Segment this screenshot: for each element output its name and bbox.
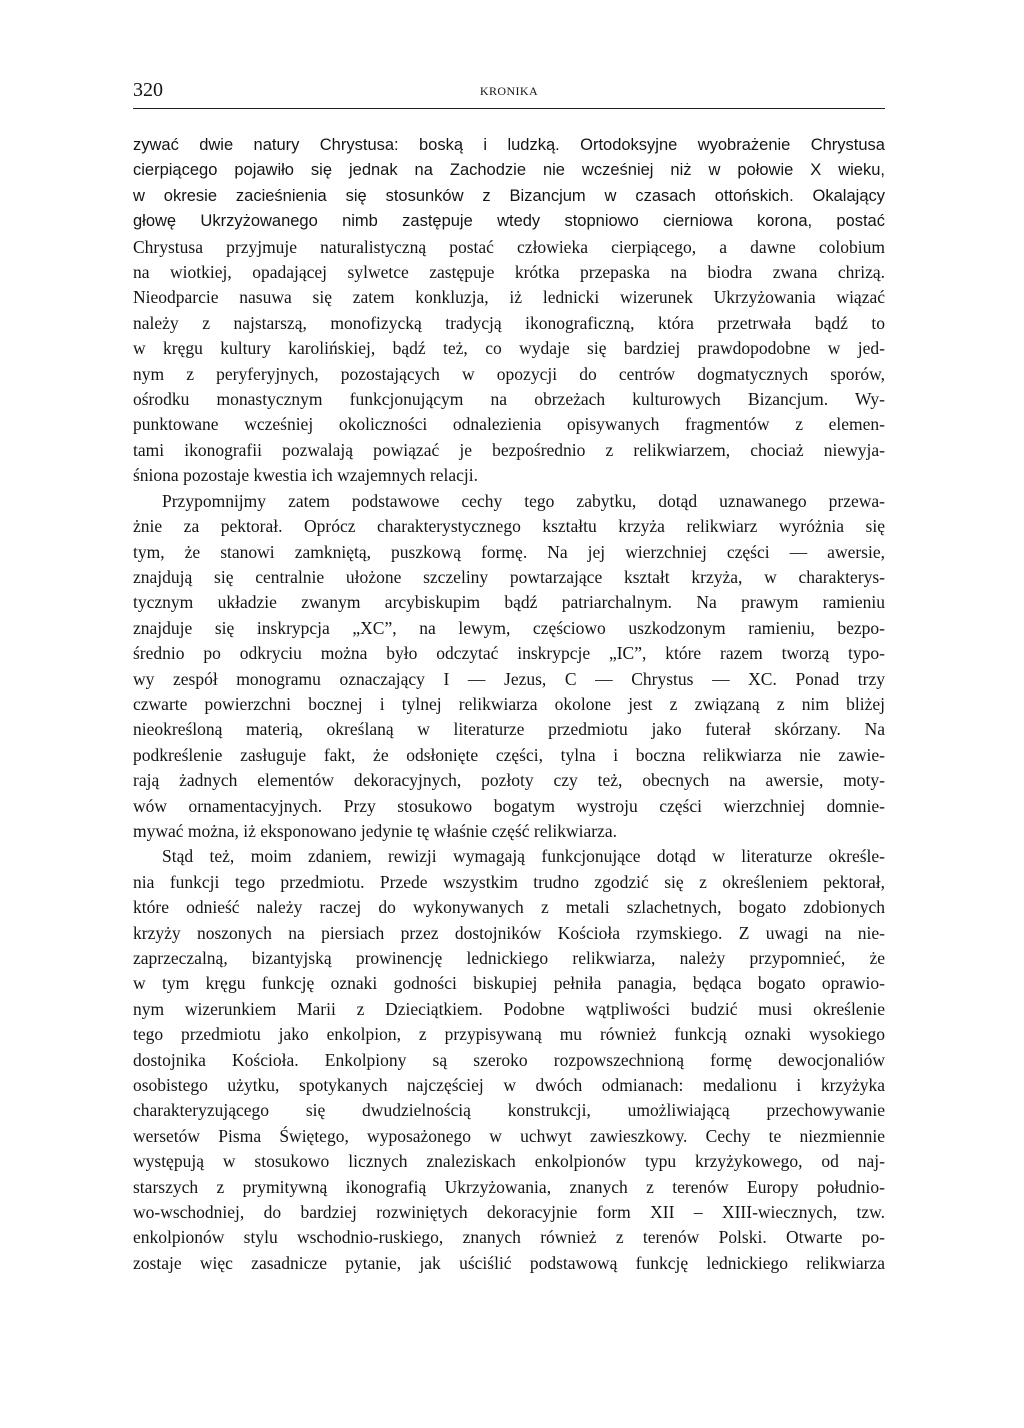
text-line: na wiotkiej, opadającej sylwetce zastępuje krótka przepaska na biodra zwana chrizą. — [133, 262, 885, 283]
text-line: Chrystusa przyjmuje naturalistyczną postać człowieka cierpiącego, a dawne colobium — [133, 236, 885, 257]
text-line: rają żadnych elementów dekoracyjnych, pozłoty czy też, obecnych na awersie, moty- — [133, 770, 885, 791]
text-line: znajduje się inskrypcja „XC”, na lewym, częściowo uszkodzonym ramieniu, bezpo- — [133, 617, 885, 638]
text-line: żnie za pektorał. Oprócz charakterystycznego kształtu krzyża relikwiarz wyróżnia się — [133, 516, 885, 537]
text-line: nieokreśloną materią, określaną w literaturze przedmiotu jako futerał skórzany. Na — [133, 719, 885, 740]
page-number: 320 — [133, 79, 163, 101]
text-line: czwarte powierzchni bocznej i tylnej relikwiarza okolone jest z związaną z nim bliżej — [133, 693, 885, 714]
text-line: w okresie zacieśnienia się stosunków z Bizancjum w czasach ottońskich. Okalający — [133, 186, 885, 205]
text-line: wów ornamentacyjnych. Przy stosukowo bogatym wystroju części wierzchniej domnie- — [133, 795, 885, 816]
text-line: charakteryzującego się dwudzielnością konstrukcji, umożliwiającą przechowywanie — [133, 1100, 885, 1121]
text-line: mywać można, iż eksponowano jedynie tę właśnie część relikwiarza. — [133, 820, 617, 841]
text-line: Nieodparcie nasuwa się zatem konkluzja, iż lednicki wizerunek Ukrzyżowania wiązać — [133, 287, 885, 308]
text-line: nia funkcji tego przedmiotu. Przede wszystkim trudno zgodzić się z określeniem pektorał, — [133, 871, 885, 892]
text-line: w kręgu kultury karolińskiej, bądź też, co wydaje się bardziej prawdopodobne w jed- — [133, 338, 885, 359]
text-line: starszych z prymitywną ikonografią Ukrzyżowania, znanych z terenów Europy południo- — [133, 1176, 885, 1197]
text-line: enkolpionów stylu wschodnio-ruskiego, znanych również z terenów Polski. Otwarte po- — [133, 1227, 885, 1248]
text-line: Stąd też, moim zdaniem, rewizji wymagają funkcjonujące dotąd w literaturze określe- — [162, 846, 885, 867]
text-line: punktowane wcześniej okoliczności odnalezienia opisywanych fragmentów z elemen- — [133, 414, 885, 435]
document-page — [133, 78, 885, 1276]
text-line: cierpiącego pojawiło się jednak na Zachodzie nie wcześniej niż w połowie X wieku, — [133, 161, 885, 180]
text-line: głowę Ukrzyżowanego nimb zastępuje wtedy stopniowo cierniowa korona, postać — [133, 212, 885, 231]
text-line: Przypomnijmy zatem podstawowe cechy tego zabytku, dotąd uznawanego przewa- — [162, 490, 885, 511]
text-line: tycznym układzie zwanym arcybiskupim bądź patriarchalnym. Na prawym ramieniu — [133, 592, 885, 613]
text-line: nym z peryferyjnych, pozostających w opozycji do centrów dogmatycznych sporów, — [133, 363, 885, 384]
text-line: zostaje więc zasadnicze pytanie, jak uściślić podstawową funkcję lednickiego relikwiarza — [133, 1252, 885, 1273]
text-line: wo-wschodniej, do bardziej rozwiniętych dekoracyjnie form XII – XIII-wiecznych, tzw. — [133, 1202, 885, 1223]
text-line: wersetów Pisma Świętego, wyposażonego w uchwyt zawieszkowy. Cechy te niezmiennie — [133, 1125, 885, 1146]
text-line: średnio po odkryciu można było odczytać inskrypcje „IC”, które razem tworzą typo- — [133, 643, 885, 664]
body-text — [133, 133, 885, 1276]
text-line: ośrodku monastycznym funkcjonującym na obrzeżach kulturowych Bizancjum. Wy- — [133, 389, 885, 410]
text-line: które odnieść należy raczej do wykonywanych z metali szlachetnych, bogato zdobionych — [133, 897, 885, 918]
text-line: tego przedmiotu jako enkolpion, z przypisywaną mu również funkcją oznaki wysokiego — [133, 1024, 885, 1045]
text-line: tym, że stanowi zamkniętą, puszkową formę. Na jej wierzchniej części — awersie, — [133, 541, 885, 562]
running-title: KRONIKA — [479, 84, 539, 98]
text-line: zywać dwie natury Chrystusa: boską i ludzką. Ortodoksyjne wyobrażenie Chrystusa — [133, 136, 885, 154]
text-line: występują w stosukowo licznych znaleziskach enkolpionów typu krzyżykowego, od naj- — [133, 1151, 885, 1172]
text-line: osobistego użytku, spotykanych najczęściej w dwóch odmianach: medalionu i krzyżyka — [133, 1075, 885, 1096]
text-line: w tym kręgu funkcję oznaki godności biskupiej pełniła panagia, będąca bogato oprawio- — [133, 973, 885, 994]
text-line: należy z najstarszą, monofizycką tradycją ikonograficzną, która przetrwała bądź to — [133, 312, 885, 333]
text-line: krzyży noszonych na piersiach przez dostojników Kościoła rzymskiego. Z uwagi na nie- — [133, 922, 885, 943]
text-line: nym wizerunkiem Marii z Dzieciątkiem. Podobne wątpliwości budzić musi określenie — [133, 998, 885, 1019]
text-line: dostojnika Kościoła. Enkolpiony są szeroko rozpowszechnioną formę dewocjonaliów — [133, 1049, 885, 1070]
text-line: zaprzeczalną, bizantyjską prowinencję lednickiego relikwiarza, należy przypomnieć, że — [133, 948, 885, 968]
text-line: tami ikonografii pozwalają powiązać je bezpośrednio z relikwiarzem, chociaż niewyja- — [133, 439, 885, 460]
text-line: śniona pozostaje kwestia ich wzajemnych relacji. — [133, 465, 479, 486]
text-line: wy zespół monogramu oznaczający I — Jezus, C — Chrystus — XC. Ponad trzy — [133, 668, 885, 689]
text-line: znajdują się centralnie ułożone szczeliny powtarzające kształt krzyża, w charakterys- — [133, 566, 885, 587]
running-header — [133, 78, 885, 109]
text-line: podkreślenie zasługuje fakt, że odsłonięte części, tylna i boczna relikwiarza nie zawie- — [133, 744, 885, 765]
